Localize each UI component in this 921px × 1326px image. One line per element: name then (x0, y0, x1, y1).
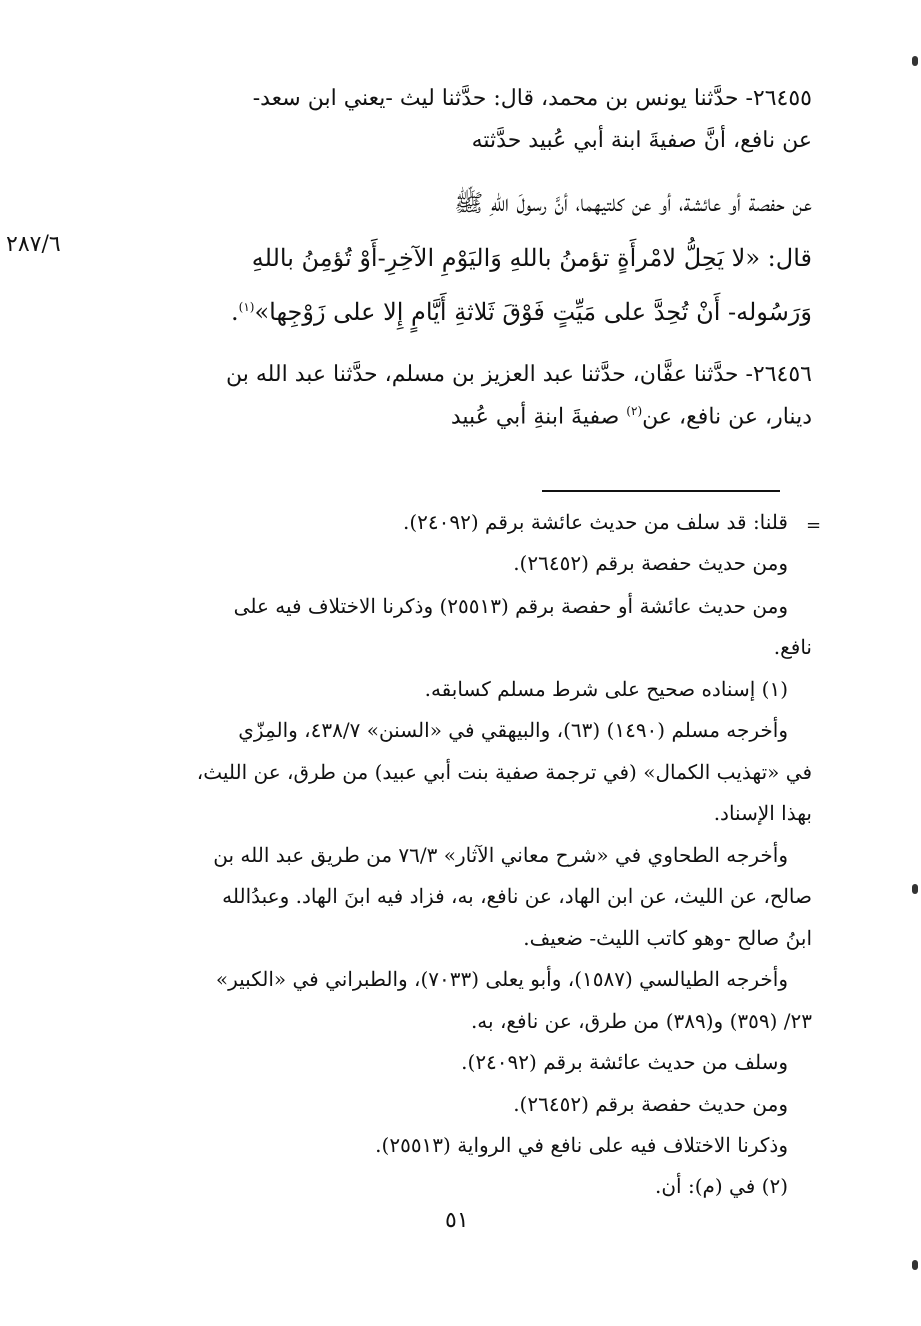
scan-edge-mark (912, 1260, 918, 1270)
footnote-line: ومن حديث عائشة أو حفصة برقم (٢٥٥١٣) وذكرنا الاختلاف فيه على (233, 594, 788, 618)
main-text-line: دينار، عن نافع، عن$^{(٢)}$ صفيةَ ابنةِ أبي عُبيد (450, 404, 812, 430)
footnote-line: بهذا الإسناد. (713, 801, 812, 825)
scan-edge-mark (912, 56, 918, 66)
footnote-line: (٢) في (م): أن. (655, 1174, 788, 1198)
footnote-line: وسلف من حديث عائشة برقم (٢٤٠٩٢). (461, 1050, 788, 1074)
main-text-line: ٢٦٤٥٦- حدَّثنا عفَّان، حدَّثنا عبد العزيز بن مسلم، حدَّثنا عبد الله بن (225, 362, 812, 387)
footnote-line: ٢٣/ (٣٥٩) و(٣٨٩) من طرق، عن نافع، به. (470, 1009, 812, 1033)
page-number: ٥١ (445, 1208, 469, 1233)
main-text-line: وَرَسُوله- أَنْ تُحِدَّ على مَيِّتٍ فَوْقَ ثَلاثةِ أَيَّامٍ إِلا على زَوْجِها»$^{(١)}$. (231, 298, 812, 326)
footnote-line: ومن حديث حفصة برقم (٢٦٤٥٢). (513, 551, 788, 575)
footnote-line: وأخرجه مسلم (١٤٩٠) (٦٣)، والبيهقي في «السنن» ٤٣٨/٧، والمِزّي (238, 718, 788, 742)
main-text-line: عن حفصة أو عائشة، أو عن كلتيهما، أنَّ رسولَ اللهِ ﷺ (454, 189, 812, 217)
footnote-line: وأخرجه الطيالسي (١٥٨٧)، وأبو يعلى (٧٠٣٣)، والطبراني في «الكبير» (215, 967, 788, 991)
footnote-marker: (١) (238, 300, 255, 314)
main-text-line: ٢٦٤٥٥- حدَّثنا يونس بن محمد، قال: حدَّثنا ليث -يعني ابن سعد- (252, 86, 812, 111)
footnote-line: وأخرجه الطحاوي في «شرح معاني الآثار» ٧٦/٣ من طريق عبد الله بن (213, 843, 788, 867)
footnote-marker: (٢) (626, 404, 643, 418)
scan-edge-mark (912, 884, 918, 894)
footnote-line: صالح، عن الليث، عن ابن الهاد، عن نافع، به، فزاد فيه ابنَ الهاد. وعبدُالله (222, 884, 812, 908)
main-text-line: قال: «لا يَحِلُّ لامْرأَةٍ تؤمنُ باللهِ وَاليَوْمِ الآخِرِ-أَوْ تُؤمِنُ باللهِ (251, 244, 812, 272)
main-text-line: عن نافع، أنَّ صفيةَ ابنة أبي عُبيد حدَّثته (471, 128, 812, 153)
margin-volume-page-reference: ٢٨٧/٦ (6, 232, 61, 257)
footnote-line: ومن حديث حفصة برقم (٢٦٤٥٢). (513, 1092, 788, 1116)
footnotes-section (108, 0, 812, 1200)
footnote-line: (١) إسناده صحيح على شرط مسلم كسابقه. (424, 677, 788, 701)
footnote-line: وذكرنا الاختلاف فيه على نافع في الرواية (٢٥٥١٣). (375, 1133, 788, 1157)
footnote-line: ابنُ صالح -وهو كاتب الليث- ضعيف. (523, 926, 812, 950)
footnote-line: في «تهذيب الكمال» (في ترجمة صفية بنت أبي عبيد) من طرق، عن الليث، (196, 760, 812, 784)
continuation-mark: = (806, 515, 822, 536)
footnote-line: قلنا: قد سلف من حديث عائشة برقم (٢٤٠٩٢). (402, 510, 788, 534)
footnote-line: نافع. (773, 635, 812, 659)
